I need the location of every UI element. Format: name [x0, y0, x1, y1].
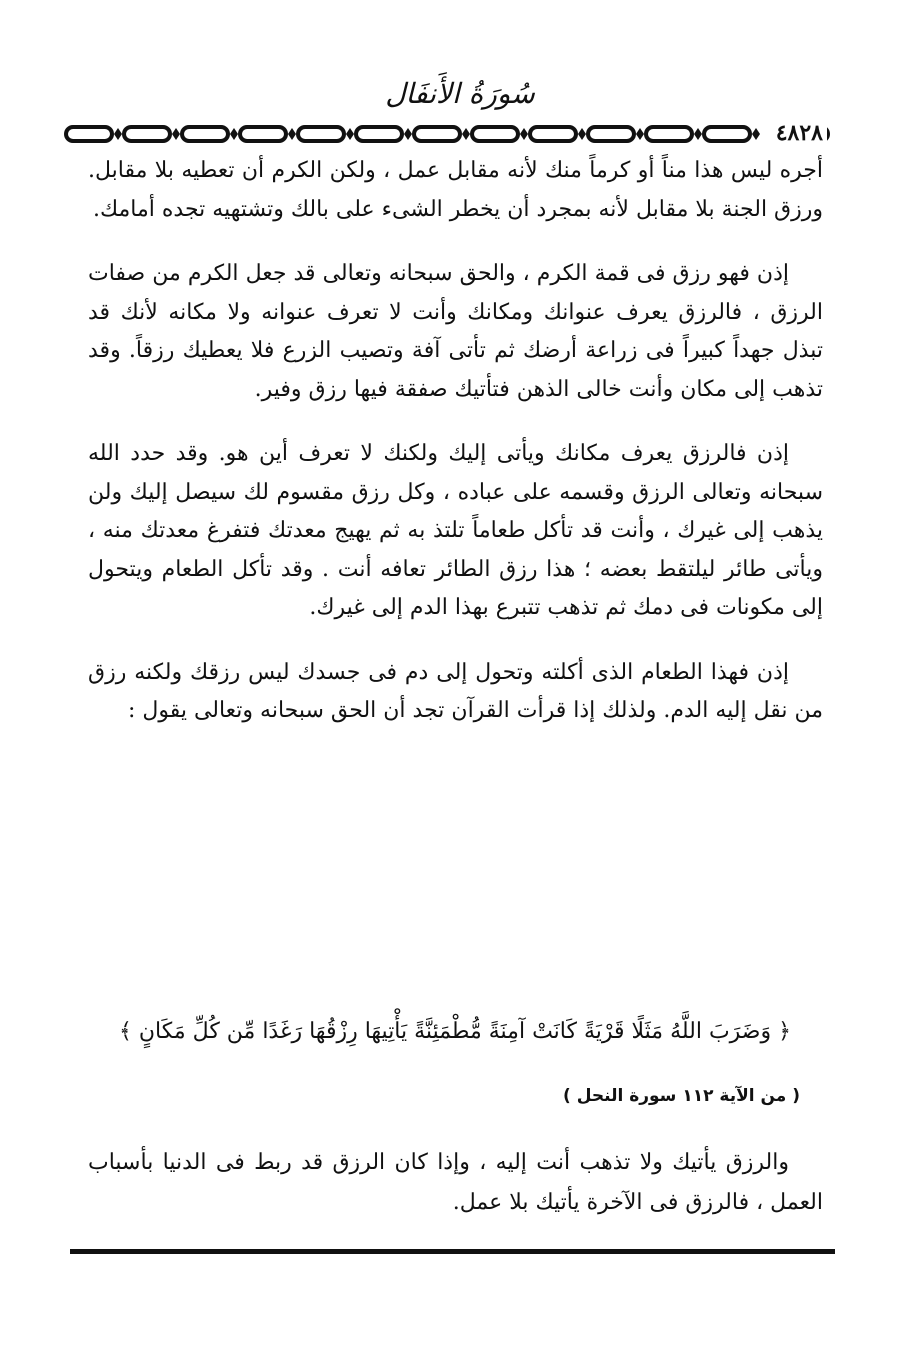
paragraph: إذن فهذا الطعام الذى أكلته وتحول إلى دم فى جسدك ليس رزقك ولكنه رزق من نقل إليه الدم. ولذلك إذا قرأت القرآن تجد أن الحق سبحانه وتعالى يقول :	[88, 659, 823, 723]
main-text	[88, 152, 823, 731]
closing-text	[88, 1143, 823, 1223]
chain-ornament-icon	[60, 120, 835, 148]
surah-title: سُورَةُ الأَنفَال	[385, 77, 535, 110]
paragraph-spacer	[88, 409, 823, 435]
footer-rule	[70, 1249, 835, 1254]
paragraph: إذن فالرزق يعرف مكانك ويأتى إليك ولكنك لا تعرف أين هو. وقد حدد الله سبحانه وتعالى الرزق وقسمه على عباده ، وكل رزق مقسوم لك سيصل إليك ولن يذهب إلى غيرك ، وأنت قد تأكل طعاماً تلتذ به ثم يهيج معدتك فتفرغ معدتك منه ، ويأتى طائر ليلتقط بعضه ؛ هذا رزق الطائر تعافه أنت . وقد تأكل الطعام ويتحول إلى مكونات فى دمك ثم تذهب تتبرع بهذا الدم إلى غيرك.	[88, 441, 823, 620]
paragraph: والرزق يأتيك ولا تذهب أنت إليه ، وإذا كان الرزق قد ربط فى الدنيا بأسباب العمل ، فالرزق فى الآخرة يأتيك بلا عمل.	[88, 1150, 823, 1215]
quran-verse: ﴿ وَضَرَبَ اللَّهُ مَثَلًا قَرْيَةً كَانَتْ آمِنَةً مُّطْمَئِنَّةً يَأْتِيهَا رِزْقُهَا رَغَدًا مِّن كُلِّ مَكَانٍ ﴾	[119, 1019, 791, 1044]
page-number: ٤٨٢٨	[772, 118, 827, 148]
paragraph: أجره ليس هذا مناً أو كرماً منك لأنه مقابل عمل ، ولكن الكرم أن تعطيه بلا مقابل. ورزق الجنة بلا مقابل لأنه بمجرد أن يخطر الشىء على بالك وتشتهيه تجده أمامك.	[88, 158, 823, 222]
verse-reference: ( من الآية ١١٢ سورة النحل )	[563, 1086, 800, 1106]
paragraph: إذن فهو رزق فى قمة الكرم ، والحق سبحانه وتعالى قد جعل الكرم من صفات الرزق ، فالرزق يعرف عنوانك ومكانك وأنت لا تعرف عنوانه ولا مكانه لأنك قد تبذل جهداً كبيراً فى زراعة أرضك ثم تأتى آفة وتصيب الزرع فلا يعطيك رزقاً. وقد تذهب إلى مكان وأنت خالى الذهن فتأتيك صفقة فيها رزق وفير.	[88, 261, 823, 402]
paragraph-spacer	[88, 628, 823, 654]
header-ornament	[60, 120, 835, 148]
paragraph-spacer	[88, 229, 823, 255]
